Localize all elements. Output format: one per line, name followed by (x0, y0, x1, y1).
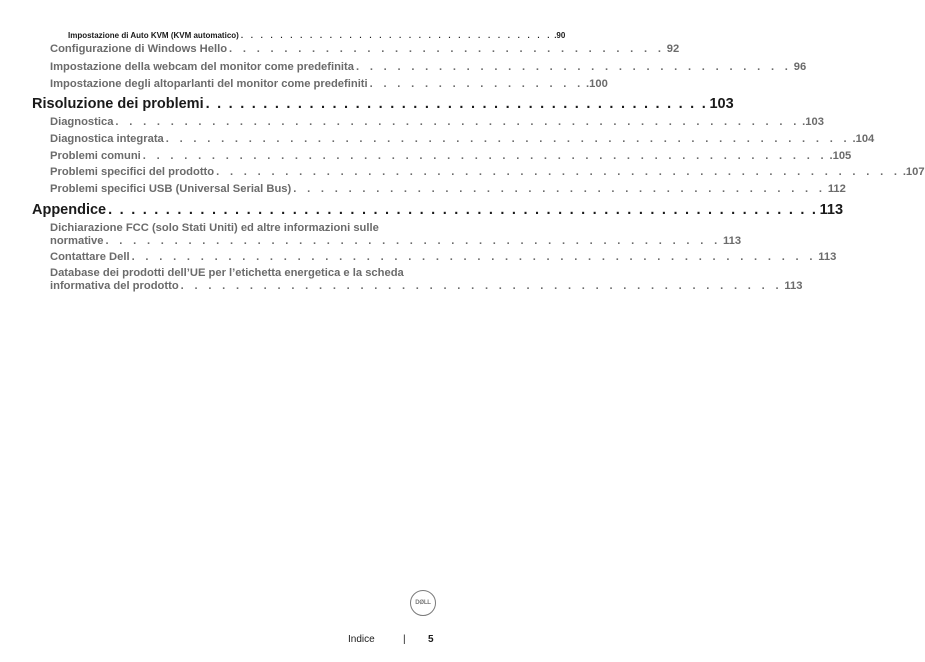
toc-dot-leader: . . . . . . . . . . . . . . . . . . . . . . . . . . . . . . . . (240, 31, 553, 40)
toc-entry-windows-hello[interactable] (50, 43, 680, 55)
toc-entry-title: Impostazione degli altoparlanti del monitor come predefiniti (50, 78, 368, 90)
footer-separator: | (403, 634, 406, 645)
toc-chapter-title: Risoluzione dei problemi (32, 96, 204, 112)
toc-entry-title-line2: informativa del prodotto (50, 280, 179, 292)
toc-entry-usb-problems[interactable] (50, 183, 846, 195)
footer-section-label: Indice (348, 634, 375, 645)
footer-page-number: 5 (428, 634, 434, 645)
toc-dot-leader: . . . . . . . . . . . . . . . . . . . . . . . . . . . . . . . . (356, 61, 792, 73)
toc-page-number: .105 (829, 150, 852, 162)
toc-entry-fcc-statement[interactable] (50, 222, 742, 248)
toc-dot-leader: . . . . . . . . . . . . . . . . . . . . . . . . . . . . . . . . (229, 43, 665, 55)
toc-page-number: 113 (784, 280, 803, 292)
toc-entry-title: Contattare Dell (50, 251, 130, 263)
toc-entry-title-line1: Database dei prodotti dell’UE per l’etichetta energetica e la scheda (50, 267, 404, 279)
toc-entry-title-line2: normative (50, 235, 104, 247)
toc-entry-speakers-default[interactable] (50, 78, 608, 90)
toc-dot-leader: . . . . . . . . . . . . . . . . (369, 78, 585, 90)
toc-page-number: 113 (818, 251, 837, 263)
toc-entry-title: Impostazione di Auto KVM (KVM automatico) (68, 31, 239, 40)
toc-entry-common-problems[interactable] (50, 150, 852, 162)
toc-entry-title: Problemi comuni (50, 150, 141, 162)
toc-page-number: .103 (802, 116, 824, 128)
toc-entry-product-problems[interactable] (50, 166, 925, 178)
toc-page-number: .107 (902, 166, 925, 178)
toc-entry-auto-kvm[interactable] (68, 31, 566, 40)
toc-entry-diagnostics[interactable] (50, 116, 824, 128)
toc-entry-title-line1: Dichiarazione FCC (solo Stati Uniti) ed altre informazioni sulle (50, 222, 379, 234)
toc-page-number: .104 (852, 133, 875, 145)
toc-dot-leader: . . . . . . . . . . . . . . . . . . . . . . . . . . . . . . . . . . . . . . . (293, 183, 826, 195)
toc-dot-leader: . . . . . . . . . . . . . . . . . . . . . . . . . . . . . . . . . . . . . . . . . . . . . . . . . . (131, 251, 817, 263)
toc-dot-leader: . . . . . . . . . . . . . . . . . . . . . . . . . . . . . . . . . . . . . . . . . . . . . . . . . . (216, 166, 901, 178)
toc-entry-eu-database[interactable] (50, 267, 803, 293)
toc-entry-webcam-default[interactable] (50, 61, 807, 73)
toc-entry-title: Configurazione di Windows Hello (50, 43, 228, 55)
toc-chapter-title: Appendice (32, 202, 107, 218)
toc-dot-leader: . . . . . . . . . . . . . . . . . . . . . . . . . . . . . . . . . . . . . . . . . . . . . . . . . . (165, 133, 851, 145)
toc-entry-title: Problemi specifici USB (Universal Serial Bus) (50, 183, 292, 195)
toc-dot-leader: . . . . . . . . . . . . . . . . . . . . . . . . . . . . . . . . . . . . . . . . . . . . . . . . . . . . . . . . . . . . . . (108, 202, 818, 218)
toc-page-number: 103 (709, 96, 734, 112)
dell-logo (410, 590, 436, 616)
toc-page-number: .100 (586, 78, 608, 90)
toc-chapter-appendix[interactable] (32, 202, 844, 218)
toc-entry-builtin-diagnostics[interactable] (50, 133, 875, 145)
toc-dot-leader: . . . . . . . . . . . . . . . . . . . . . . . . . . . . . . . . . . . . . . . . . . . . (180, 280, 783, 292)
toc-dot-leader: . . . . . . . . . . . . . . . . . . . . . . . . . . . . . . . . . . . . . . . . . . . . . (105, 235, 722, 247)
toc-chapter-troubleshooting[interactable] (32, 96, 734, 112)
page-footer (348, 634, 434, 645)
toc-entry-title: Diagnostica integrata (50, 133, 164, 145)
toc-entry-title: Problemi specifici del prodotto (50, 166, 215, 178)
toc-dot-leader: . . . . . . . . . . . . . . . . . . . . . . . . . . . . . . . . . . . . . . . . . . . . . . . . . . (115, 116, 801, 128)
toc-page-number: 113 (723, 235, 742, 247)
toc-dot-leader: . . . . . . . . . . . . . . . . . . . . . . . . . . . . . . . . . . . . . . . . . . . . . . . . . . (142, 150, 828, 162)
dell-logo-text: DØLL (415, 600, 431, 606)
toc-page-number: 92 (666, 43, 680, 55)
toc-page-number: .90 (554, 31, 566, 40)
toc-page-number: 96 (793, 61, 807, 73)
toc-entry-title: Diagnostica (50, 116, 114, 128)
toc-entry-title: Impostazione della webcam del monitor come predefinita (50, 61, 354, 73)
toc-dot-leader: . . . . . . . . . . . . . . . . . . . . . . . . . . . . . . . . . . . . . . . . . . . . (205, 96, 708, 112)
toc-page-number: 112 (827, 183, 846, 195)
toc-page-number: 113 (819, 202, 844, 218)
toc-entry-contact-dell[interactable] (50, 251, 837, 263)
